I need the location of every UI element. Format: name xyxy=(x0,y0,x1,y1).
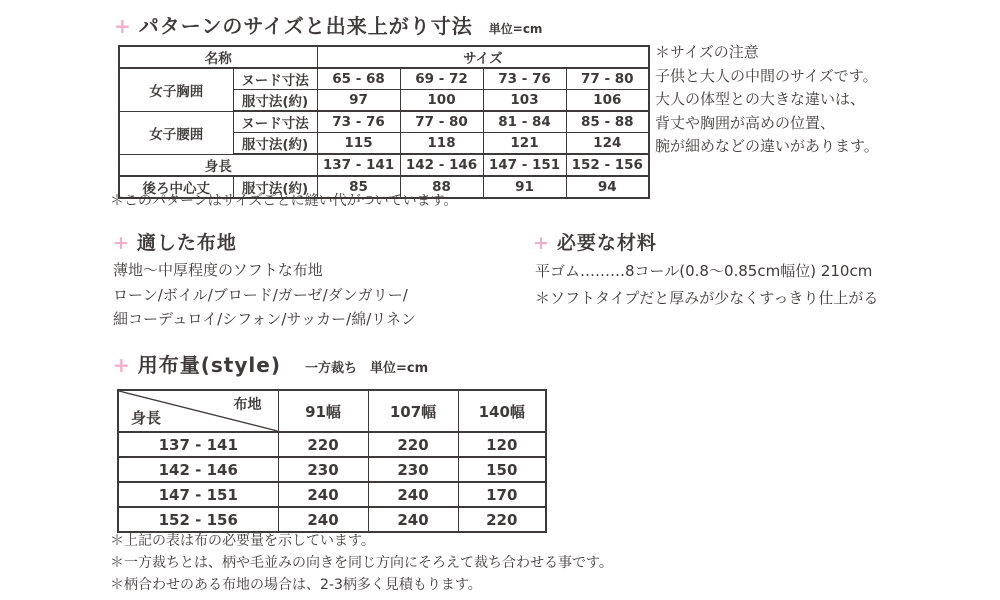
fabric-line: ローン/ボイル/ブロード/ガーゼ/ダンガリー/ xyxy=(113,285,408,304)
value-cell: 88 xyxy=(400,176,483,198)
section-title-text: 必要な材料 xyxy=(556,232,657,254)
section-title-text: 適した布地 xyxy=(136,232,237,254)
row-label-height: 身長 xyxy=(119,154,317,176)
height-range-cell: 152 - 156 xyxy=(118,507,278,532)
plus-icon: + xyxy=(113,353,131,377)
value-cell: 106 xyxy=(566,90,649,112)
row-label-garment: 服寸法(約) xyxy=(233,176,317,198)
fabric-line: 薄地〜中厚程度のソフトな布地 xyxy=(113,261,323,279)
value-cell: 120 xyxy=(458,432,546,457)
plus-icon: + xyxy=(114,14,132,38)
value-cell: 240 xyxy=(368,507,458,532)
value-cell: 81 - 84 xyxy=(483,111,566,133)
row-label-nude: ヌード寸法 xyxy=(233,111,317,133)
note-line: 子供と大人の中間のサイズです。 xyxy=(655,66,878,85)
row-label-garment: 服寸法(約) xyxy=(233,90,317,112)
value-cell: 240 xyxy=(368,482,458,507)
value-cell: 220 xyxy=(368,432,458,457)
footer-note-line: ＊上記の表は布の必要量を示しています。 xyxy=(110,533,375,549)
yardage-section-title xyxy=(113,349,428,378)
height-range-cell: 147 - 151 xyxy=(118,482,278,507)
seam-allowance-note: ＊このパターンはサイズごとに縫い代がついています。 xyxy=(110,193,458,209)
diagonal-header-cell xyxy=(118,390,278,432)
value-cell: 137 - 141 xyxy=(317,154,400,176)
value-cell: 230 xyxy=(278,457,368,482)
note-line: 腕が細めなどの違いがあります。 xyxy=(655,137,879,155)
col-header-width: 140幅 xyxy=(458,390,546,432)
table-row xyxy=(118,432,546,457)
row-label-back-length: 後ろ中心丈 xyxy=(119,176,233,198)
note-line: 大人の体型との大きな違いは、 xyxy=(655,90,866,108)
material-line: ＊ソフトタイプだと厚みが少なくすっきり仕上がる xyxy=(535,289,879,307)
row-label-hip: 女子腰囲 xyxy=(119,111,233,154)
value-cell: 150 xyxy=(458,457,546,482)
value-cell: 170 xyxy=(458,482,546,507)
footer-note-line: ＊一方裁ちとは、柄や毛並みの向きを同じ方向にそろえて裁ち合わせる事です。 xyxy=(110,554,613,571)
fabric-line: 細コーデュロイ/シフォン/サッカー/綿/リネン xyxy=(113,310,416,328)
footer-notes xyxy=(110,531,613,596)
plus-icon: + xyxy=(533,232,550,254)
value-cell: 85 - 88 xyxy=(566,111,649,133)
value-cell: 220 xyxy=(458,507,546,532)
note-line: 背丈や胸囲が高めの位置、 xyxy=(655,113,836,132)
value-cell: 91 xyxy=(483,176,566,198)
unit-label: 単位=cm xyxy=(488,22,543,36)
header-size: サイズ xyxy=(317,46,649,68)
height-range-cell: 142 - 146 xyxy=(118,457,278,482)
row-label-garment: 服寸法(約) xyxy=(233,133,317,155)
value-cell: 73 - 76 xyxy=(483,68,566,90)
size-spec-table xyxy=(118,45,650,199)
section-title-text: パターンのサイズと出来上がり寸法 xyxy=(138,14,473,38)
value-cell: 230 xyxy=(368,457,458,482)
table-row xyxy=(118,482,546,507)
table-row xyxy=(118,507,546,532)
value-cell: 77 - 80 xyxy=(400,111,483,133)
value-cell: 97 xyxy=(317,90,400,112)
plus-icon: + xyxy=(113,232,130,254)
value-cell: 103 xyxy=(483,90,566,112)
value-cell: 65 - 68 xyxy=(317,68,400,90)
value-cell: 85 xyxy=(317,176,400,198)
material-line: 平ゴム………8コール(0.8〜0.85cm幅位) 210cm xyxy=(535,262,873,280)
diag-label-height: 身長 xyxy=(131,409,162,427)
materials-list xyxy=(535,258,878,312)
col-header-width: 107幅 xyxy=(368,390,458,432)
value-cell: 142 - 146 xyxy=(400,154,483,176)
header-name: 名称 xyxy=(119,46,317,68)
row-label-bust: 女子胸囲 xyxy=(119,68,233,111)
col-header-width: 91幅 xyxy=(278,390,368,432)
value-cell: 94 xyxy=(566,176,649,198)
value-cell: 77 - 80 xyxy=(566,68,649,90)
fabric-list xyxy=(113,258,416,332)
diag-label-fabric: 布地 xyxy=(233,397,262,413)
value-cell: 115 xyxy=(317,133,400,155)
value-cell: 100 xyxy=(400,90,483,112)
height-range-cell: 137 - 141 xyxy=(118,432,278,457)
value-cell: 240 xyxy=(278,482,368,507)
value-cell: 118 xyxy=(400,133,483,155)
value-cell: 73 - 76 xyxy=(317,111,400,133)
value-cell: 220 xyxy=(278,432,368,457)
value-cell: 121 xyxy=(483,133,566,155)
pattern-size-section-title xyxy=(114,10,542,39)
value-cell: 69 - 72 xyxy=(400,68,483,90)
fabric-section-title xyxy=(113,228,237,255)
value-cell: 147 - 151 xyxy=(483,154,566,176)
table-row xyxy=(118,457,546,482)
yardage-table xyxy=(117,389,547,533)
note-line: ＊サイズの注意 xyxy=(655,43,759,61)
size-caution-notes xyxy=(655,41,879,159)
materials-section-title xyxy=(533,228,657,255)
row-label-nude: ヌード寸法 xyxy=(233,68,317,90)
value-cell: 152 - 156 xyxy=(566,154,649,176)
section-title-text: 用布量(style) xyxy=(137,353,281,377)
value-cell: 240 xyxy=(278,507,368,532)
cutting-unit-label: 一方裁ち 単位=cm xyxy=(304,361,429,376)
value-cell: 124 xyxy=(566,133,649,155)
footer-note-line: ＊柄合わせのある布地の場合は、2-3柄多く見積もります。 xyxy=(110,576,482,593)
